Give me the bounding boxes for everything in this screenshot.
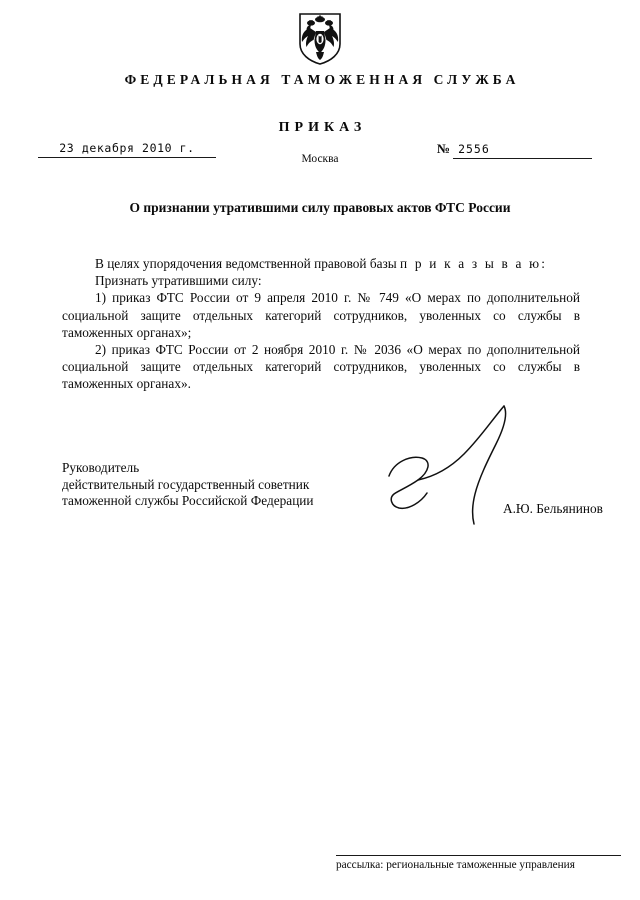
signer-role-block <box>62 460 314 510</box>
number-sign-symbol: № <box>437 141 451 156</box>
signer-role-line-2: действительный государственный советник <box>62 476 310 492</box>
footer-divider <box>336 855 621 856</box>
signer-name: А.Ю. Бельянинов <box>503 501 603 516</box>
document-subject-title: О признании утратившими силу правовых актов ФТС России <box>129 200 511 215</box>
document-date-field[interactable]: 23 декабря 2010 г. <box>38 141 216 158</box>
signer-role-line-3: таможенной службы Российской Федерации <box>62 493 314 508</box>
body-intro: Признать утратившими силу: <box>95 273 262 289</box>
document-number-field[interactable]: 2556 <box>453 142 592 159</box>
russian-coat-of-arms-icon <box>297 12 343 66</box>
document-kind-heading: ПРИКАЗ <box>278 120 367 135</box>
organization-title: ФЕДЕРАЛЬНАЯ ТАМОЖЕННАЯ СЛУЖБА <box>124 72 520 87</box>
signer-role-line-1: Руководитель <box>62 460 140 475</box>
city-label: Москва <box>301 153 339 165</box>
body-item-1: 1) приказ ФТС России от 9 апреля 2010 г. № 749 «О мерах по дополнительной социальной защите отдельных категорий сотрудников, уволенных со службы в таможенных органах»; <box>62 290 580 340</box>
emblem-container <box>0 12 640 66</box>
body-preamble <box>62 255 580 272</box>
preamble-command-word: п р и к а з ы в а ю: <box>400 256 548 271</box>
body-item-2: 2) приказ ФТС России от 2 ноября 2010 г. № 2036 «О мерах по дополнительной социальной защите отдельных категорий сотрудников, уволенных со службы в таможенных органах». <box>62 342 580 392</box>
distribution-note: рассылка: региональные таможенные управления <box>336 859 575 871</box>
preamble-lead-text: В целях упорядочения ведомственной правовой базы <box>95 256 401 271</box>
document-body <box>62 255 580 393</box>
